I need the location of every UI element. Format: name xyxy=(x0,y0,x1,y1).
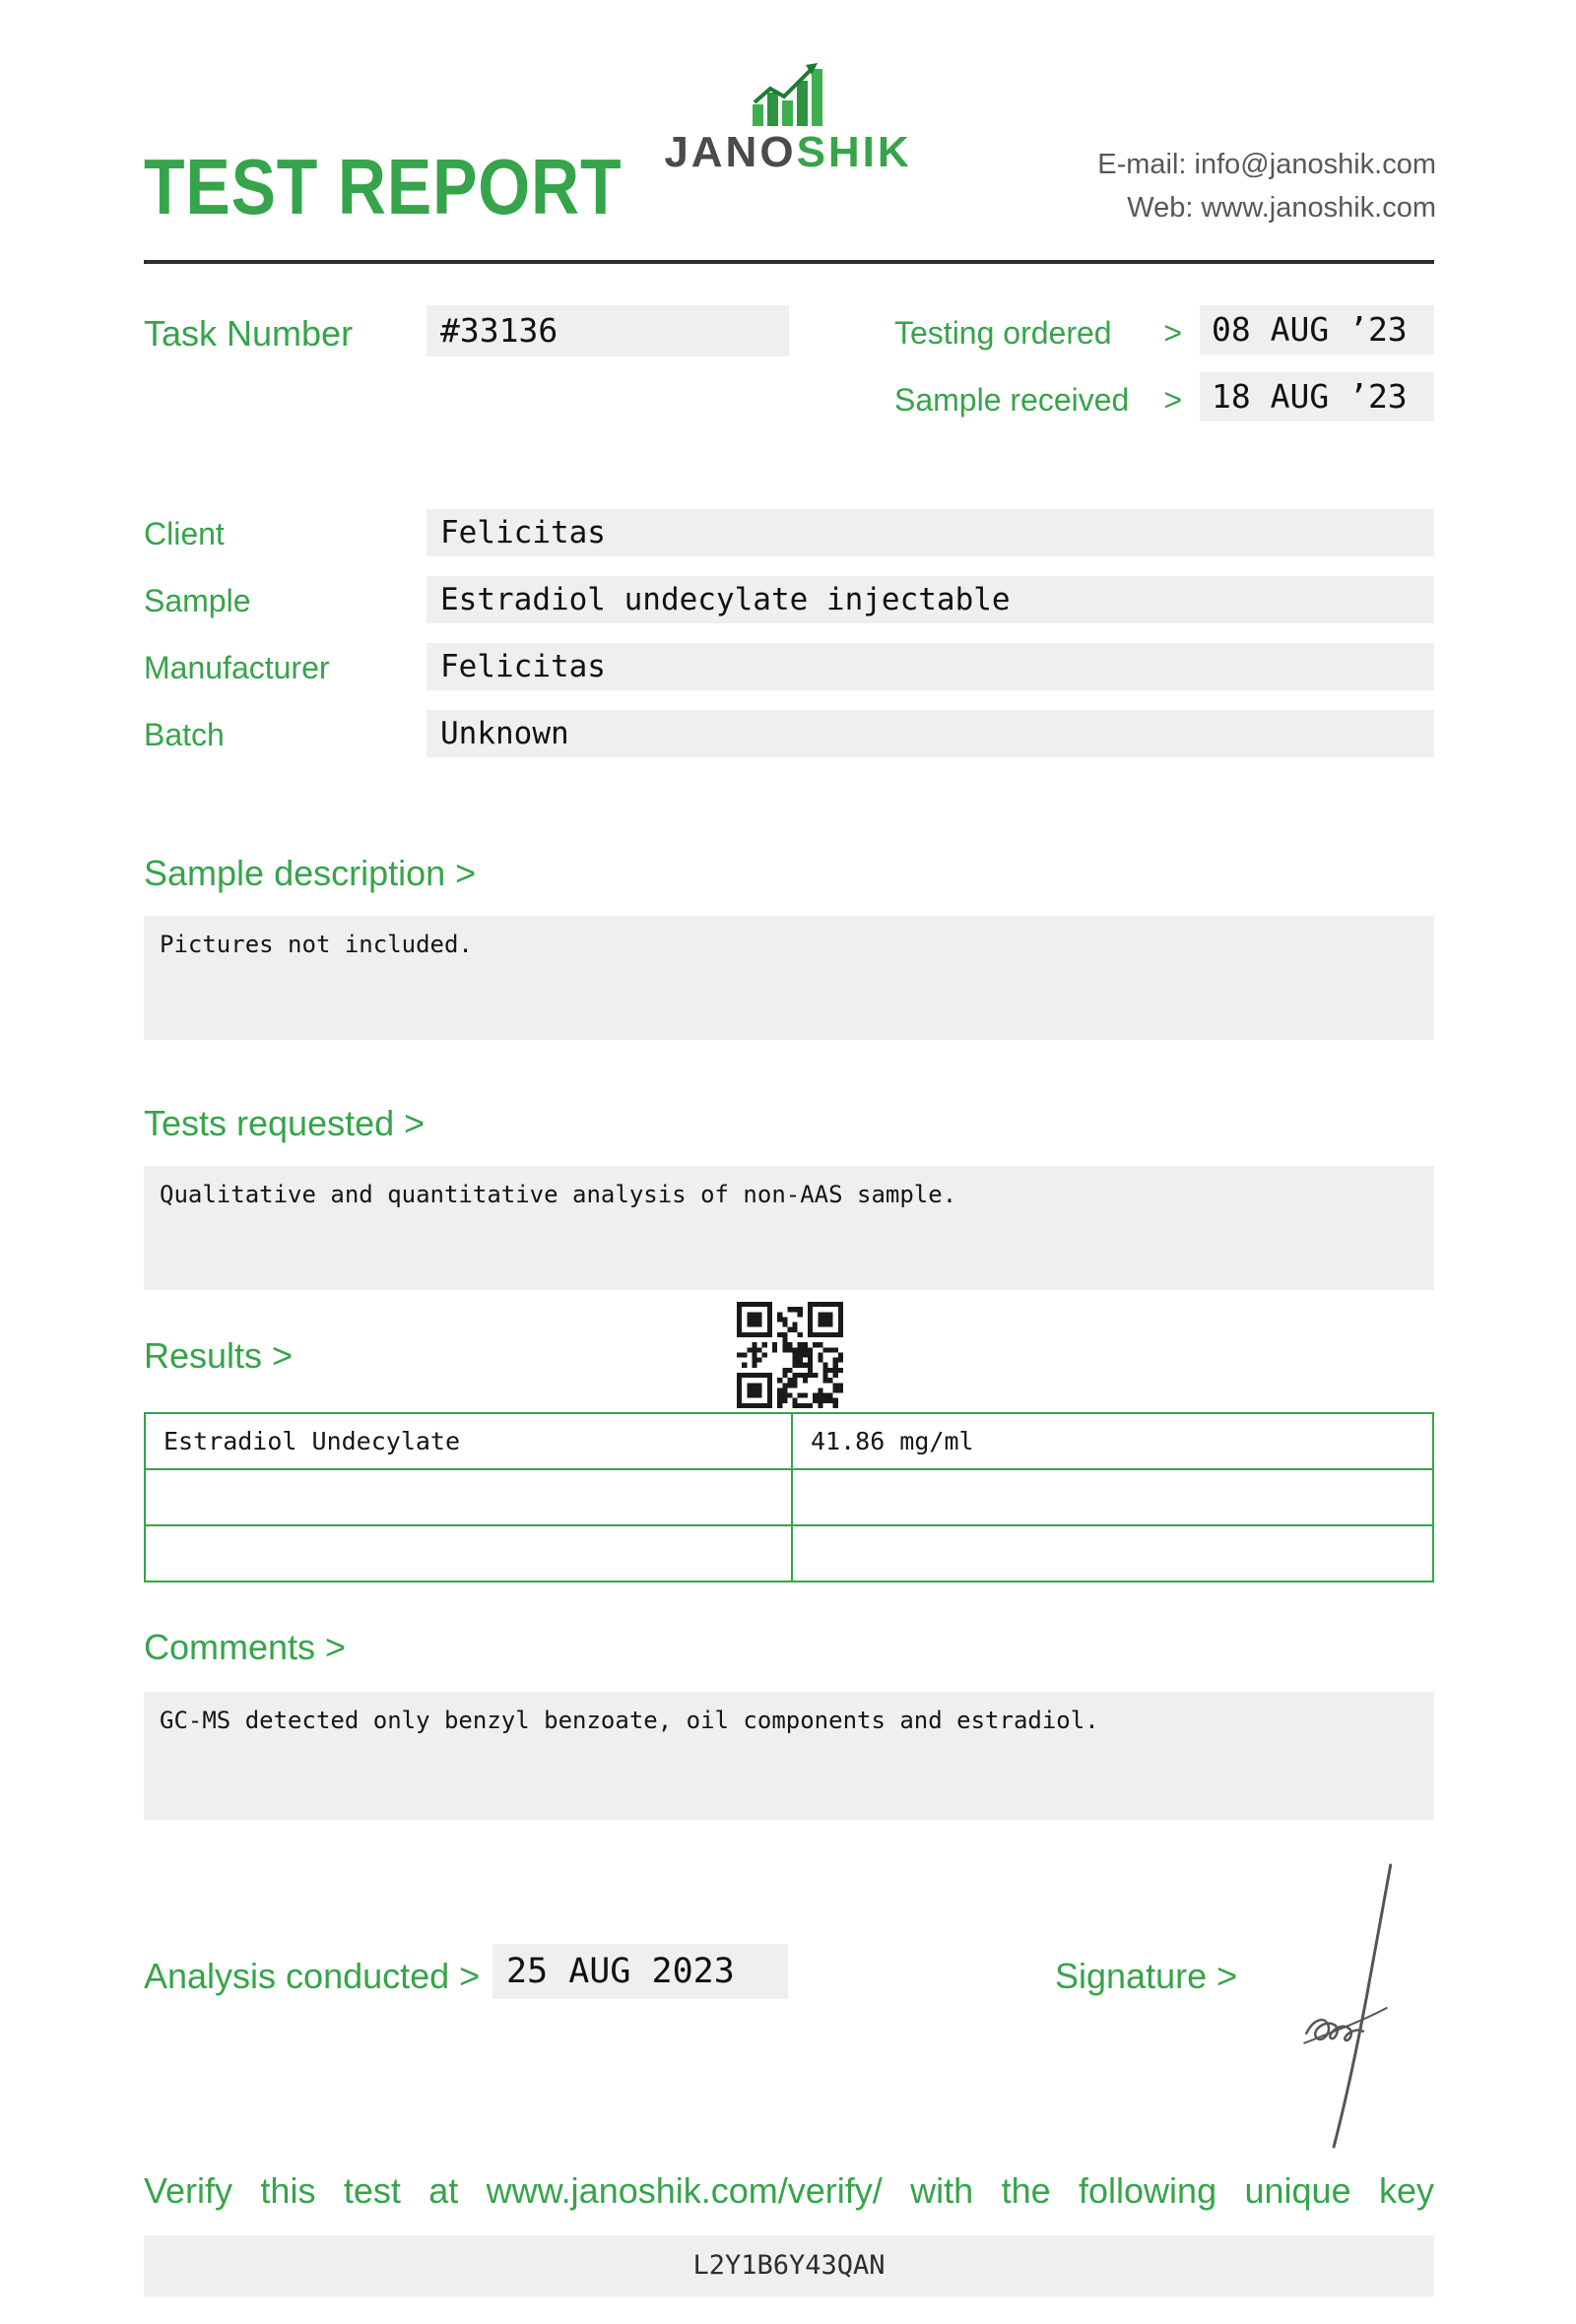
task-number-label: Task Number xyxy=(144,313,354,354)
task-number-value-box xyxy=(427,305,789,356)
analysis-conducted-label: Analysis conducted > xyxy=(144,1956,481,1996)
manufacturer-value-box xyxy=(427,643,1434,690)
info-row-sample xyxy=(0,576,1576,625)
result-name-cell: Estradiol Undecylate xyxy=(145,1413,792,1469)
task-number-value: #33136 xyxy=(440,311,558,350)
sample-label: Sample xyxy=(144,583,251,618)
unique-key-box xyxy=(144,2235,1434,2296)
tests-requested-text: Qualitative and quantitative analysis of non-AAS sample. xyxy=(160,1181,957,1208)
page-title: TEST REPORT xyxy=(144,143,623,230)
logo-wordmark-green: SHIK xyxy=(796,128,912,176)
sample-received-label xyxy=(894,382,1182,419)
comments-box xyxy=(144,1692,1434,1820)
result-row xyxy=(145,1525,1433,1582)
info-row-batch xyxy=(0,710,1576,759)
sample-description-heading: Sample description > xyxy=(144,853,477,893)
client-value-box xyxy=(427,509,1434,556)
testing-ordered-arrow: > xyxy=(1163,315,1182,351)
logo-bars-icon xyxy=(751,63,825,126)
result-value-cell: 41.86 mg/ml xyxy=(792,1413,1433,1469)
manufacturer-label: Manufacturer xyxy=(144,650,330,685)
comments-text: GC-MS detected only benzyl benzoate, oil components and estradiol. xyxy=(160,1707,1099,1734)
testing-ordered-value-box xyxy=(1200,305,1434,355)
result-row xyxy=(145,1413,1433,1469)
results-table xyxy=(144,1412,1434,1582)
sample-value-box xyxy=(427,576,1434,623)
result-value-cell xyxy=(792,1469,1433,1525)
sample-received-value-box xyxy=(1200,372,1434,421)
logo-wordmark xyxy=(662,128,914,177)
sample-value: Estradiol undecylate injectable xyxy=(440,582,1011,617)
analysis-date-value: 25 AUG 2023 xyxy=(506,1952,735,1991)
tests-requested-box xyxy=(144,1166,1434,1290)
comments-heading: Comments > xyxy=(144,1627,347,1667)
result-name-cell xyxy=(145,1469,792,1525)
contact-block xyxy=(1097,144,1436,229)
batch-value-box xyxy=(427,710,1434,757)
result-row xyxy=(145,1469,1433,1525)
qr-code xyxy=(737,1302,843,1408)
manufacturer-value: Felicitas xyxy=(440,649,606,684)
logo-wordmark-dark: JANO xyxy=(664,128,797,176)
sample-received-text: Sample received xyxy=(894,382,1130,418)
client-value: Felicitas xyxy=(440,515,606,550)
tests-requested-heading: Tests requested > xyxy=(144,1103,426,1143)
sample-description-box xyxy=(144,916,1434,1040)
info-row-client xyxy=(0,509,1576,558)
logo xyxy=(662,63,914,177)
result-value-cell xyxy=(792,1525,1433,1582)
results-heading: Results > xyxy=(144,1335,294,1376)
batch-value: Unknown xyxy=(440,716,569,751)
sample-received-arrow: > xyxy=(1163,382,1182,418)
contact-web: Web: www.janoshik.com xyxy=(1127,191,1436,224)
analysis-date-box xyxy=(492,1944,788,1999)
result-name-cell xyxy=(145,1525,792,1582)
sample-description-text: Pictures not included. xyxy=(160,931,473,958)
unique-key-value: L2Y1B6Y43QAN xyxy=(692,2250,886,2281)
testing-ordered-text: Testing ordered xyxy=(894,315,1112,351)
verify-text: Verify this test at www.janoshik.com/verify/ with the following unique key xyxy=(144,2170,1434,2211)
testing-ordered-value: 08 AUG ’23 xyxy=(1212,310,1408,349)
testing-ordered-label xyxy=(894,315,1182,352)
signature-label: Signature > xyxy=(1055,1956,1238,1996)
contact-email: E-mail: info@janoshik.com xyxy=(1097,149,1436,180)
sample-received-value: 18 AUG ’23 xyxy=(1212,377,1408,416)
info-row-manufacturer xyxy=(0,643,1576,692)
signature-scribble xyxy=(1273,1859,1428,2158)
header-divider xyxy=(144,260,1434,264)
client-label: Client xyxy=(144,516,225,551)
batch-label: Batch xyxy=(144,717,225,752)
